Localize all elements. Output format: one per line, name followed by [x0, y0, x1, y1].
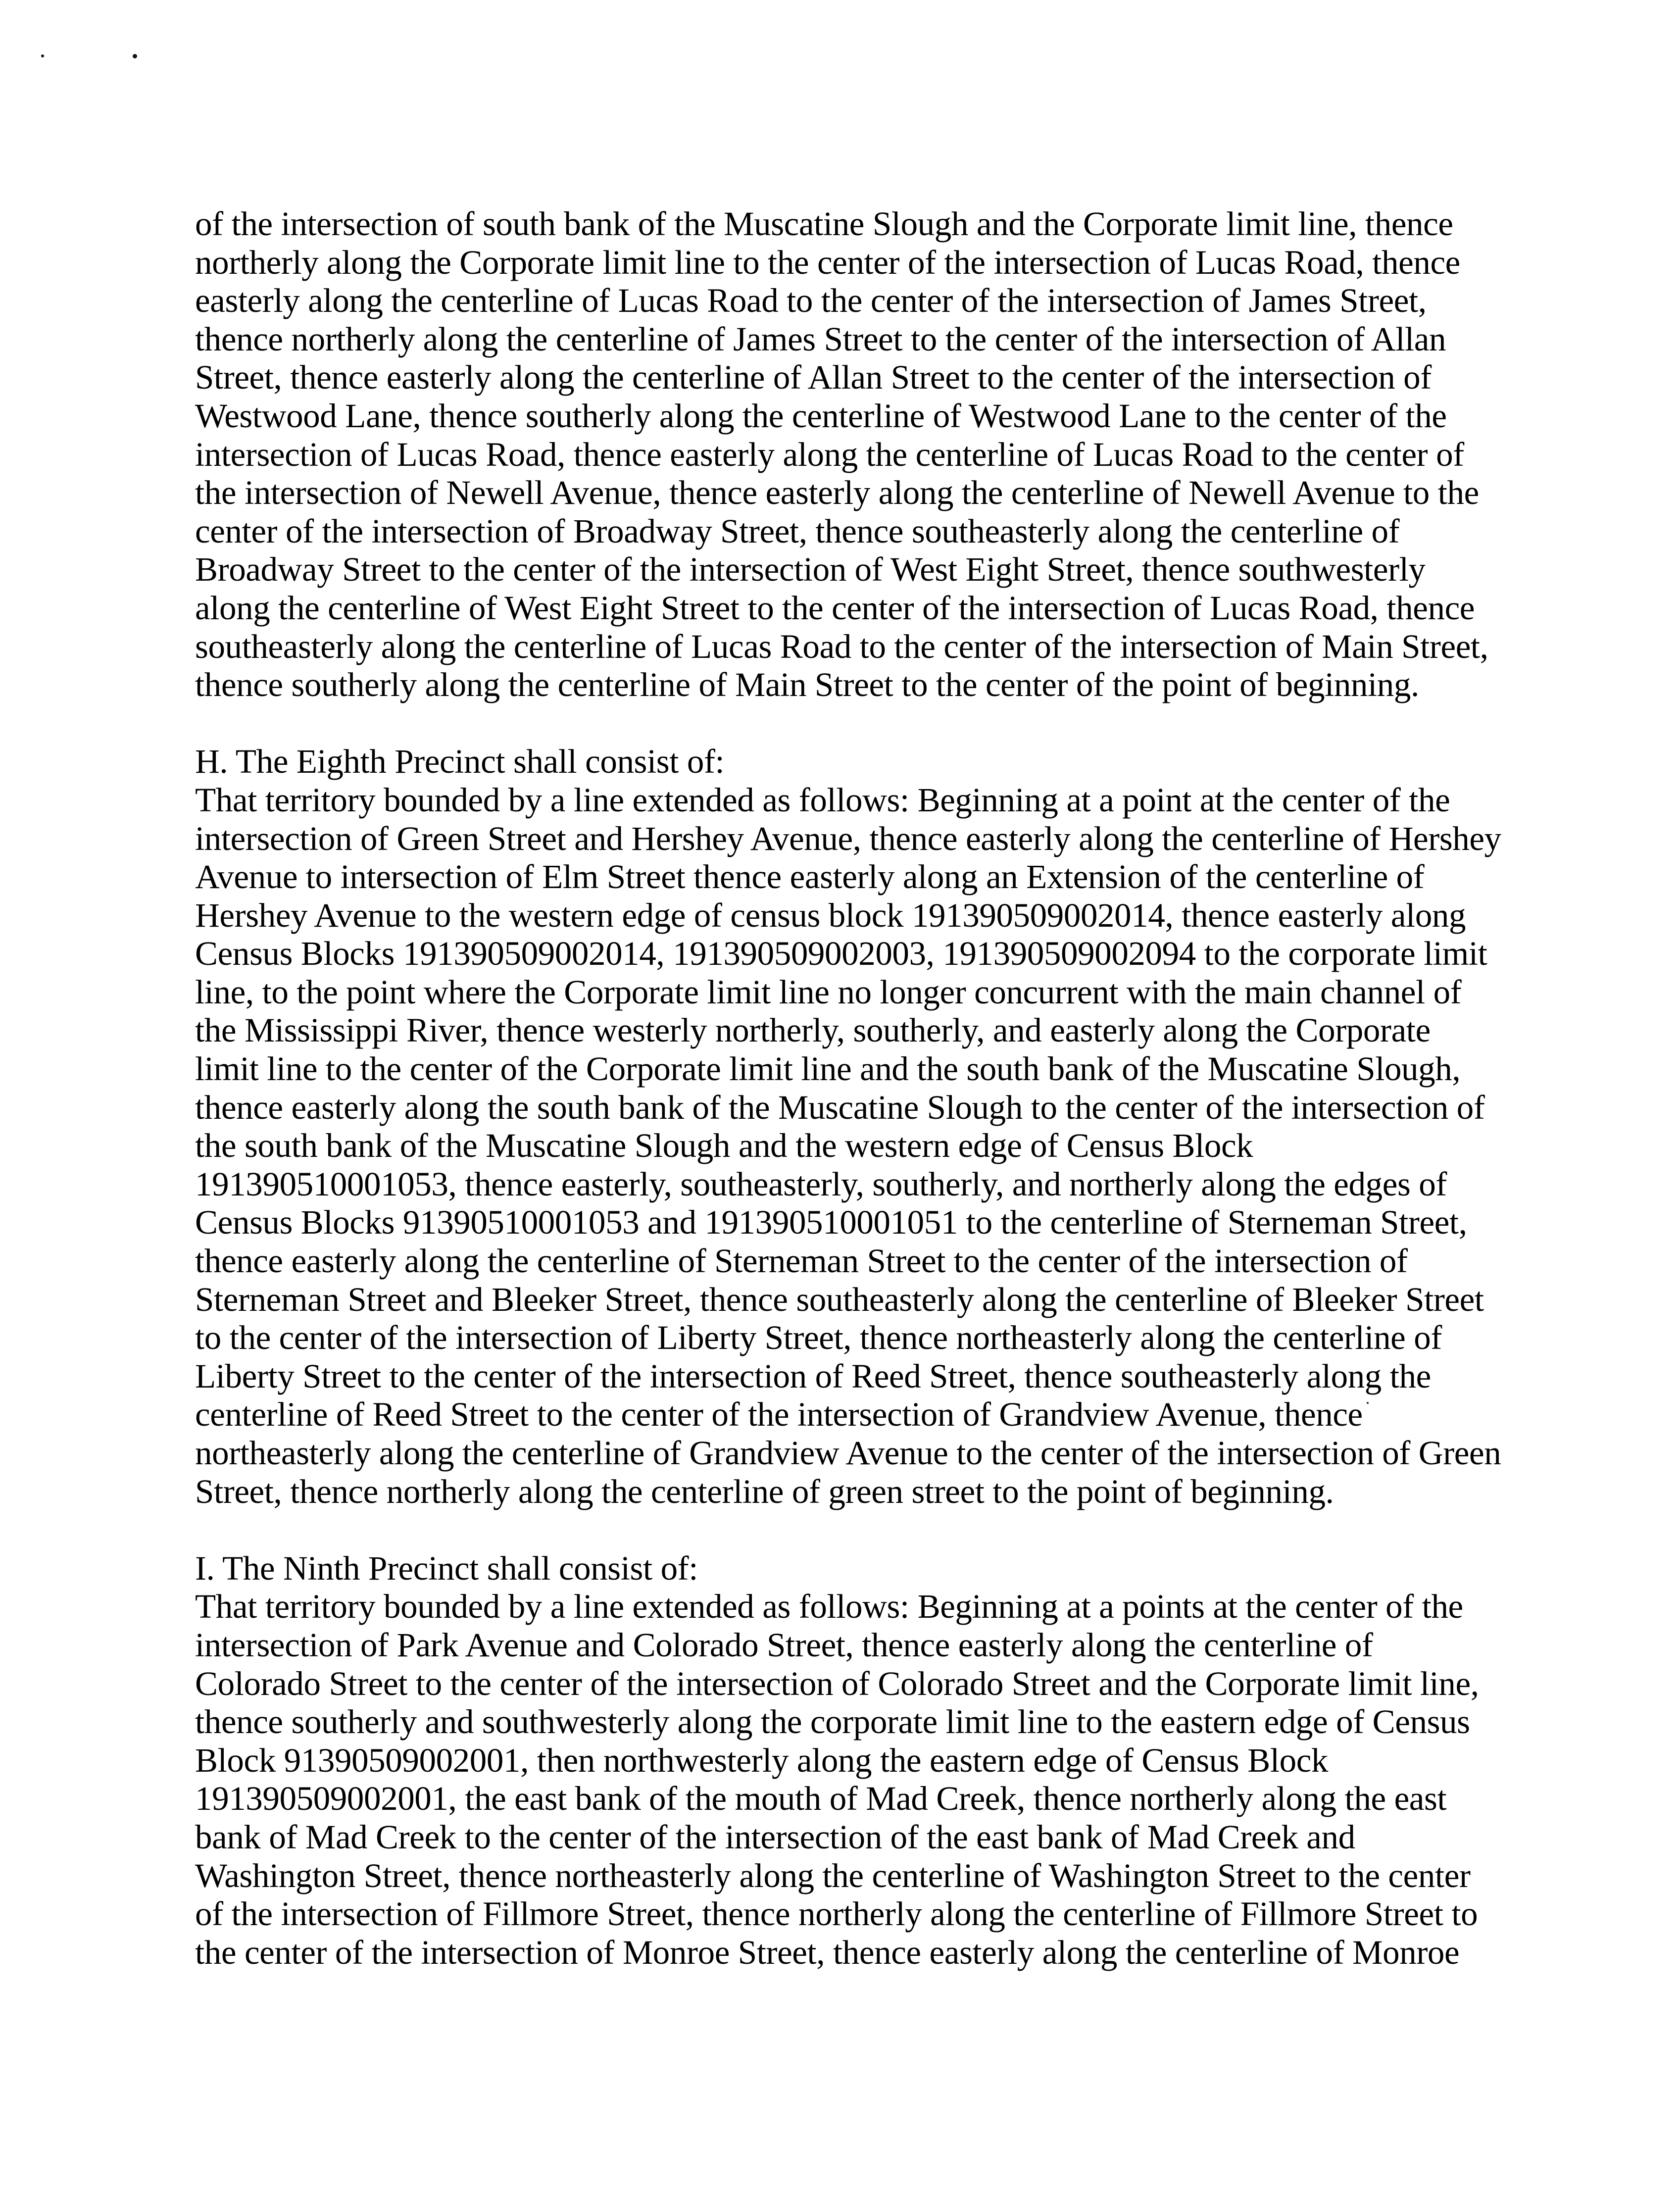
text-line: limit line to the center of the Corporate limit line and the south bank of the Muscatine Slough,: [195, 1050, 1461, 1088]
text-line: Avenue to intersection of Elm Street thence easterly along an Extension of the centerline of: [195, 858, 1425, 896]
text-line: bank of Mad Creek to the center of the intersection of the east bank of Mad Creek and: [195, 1818, 1355, 1856]
text-line: Street, thence easterly along the centerline of Allan Street to the center of the intersection of: [195, 358, 1432, 397]
continued-paragraph: [195, 205, 1561, 704]
section-heading: H. The Eighth Precinct shall consist of:: [195, 743, 725, 781]
text-line: the center of the intersection of Monroe Street, thence easterly along the centerline of Monroe: [195, 1933, 1460, 1971]
text-line: Street, thence northerly along the centerline of green street to the point of beginning.: [195, 1472, 1334, 1510]
text-line: thence southerly along the centerline of Main Street to the center of the point of beginning.: [195, 666, 1419, 704]
text-line: thence easterly along the centerline of Sterneman Street to the center of the intersection of: [195, 1242, 1408, 1280]
text-line: along the centerline of West Eight Street to the center of the intersection of Lucas Road, thence: [195, 589, 1475, 627]
text-line: the intersection of Newell Avenue, thence easterly along the centerline of Newell Avenue to the: [195, 474, 1479, 512]
text-line: center of the intersection of Broadway Street, thence southeasterly along the centerline of: [195, 512, 1400, 550]
text-line: thence southerly and southwesterly along the corporate limit line to the eastern edge of Census: [195, 1703, 1470, 1741]
text-line: to the center of the intersection of Liberty Street, thence northeasterly along the centerline of: [195, 1319, 1442, 1357]
text-line: Broadway Street to the center of the intersection of West Eight Street, thence southwesterly: [195, 550, 1426, 589]
text-line: intersection of Park Avenue and Colorado Street, thence easterly along the centerline of: [195, 1626, 1373, 1664]
section-heading: I. The Ninth Precinct shall consist of:: [195, 1549, 698, 1587]
text-line: Westwood Lane, thence southerly along the centerline of Westwood Lane to the center of the: [195, 397, 1447, 435]
text-line: northeasterly along the centerline of Grandview Avenue to the center of the intersection of Green: [195, 1434, 1501, 1472]
text-line: intersection of Lucas Road, thence easterly along the centerline of Lucas Road to the center of: [195, 435, 1464, 473]
paragraph-gap: [195, 1511, 1561, 1549]
text-line: the south bank of the Muscatine Slough and the western edge of Census Block: [195, 1127, 1253, 1165]
text-line: easterly along the centerline of Lucas Road to the center of the intersection of James Street,: [195, 282, 1427, 320]
text-line: That territory bounded by a line extended as follows: Beginning at a point at the center of the: [195, 781, 1450, 819]
text-line: Sterneman Street and Bleeker Street, thence southeasterly along the centerline of Bleeker Street: [195, 1280, 1484, 1318]
text-line: of the intersection of south bank of the Muscatine Slough and the Corporate limit line, thence: [195, 205, 1453, 243]
paragraph-gap: [195, 704, 1561, 743]
text-line: That territory bounded by a line extended as follows: Beginning at a points at the center of the: [195, 1588, 1463, 1626]
text-line: Census Blocks 191390509002014, 191390509002003, 191390509002094 to the corporate limit: [195, 935, 1487, 973]
text-line: 191390510001053, thence easterly, southeasterly, southerly, and northerly along the edges of: [195, 1165, 1447, 1203]
text-line: line, to the point where the Corporate limit line no longer concurrent with the main channel of: [195, 973, 1462, 1011]
text-line: the Mississippi River, thence westerly northerly, southerly, and easterly along the Corporate: [195, 1011, 1431, 1049]
text-line: Colorado Street to the center of the intersection of Colorado Street and the Corporate limit line,: [195, 1664, 1479, 1702]
text-line: Census Blocks 91390510001053 and 191390510001051 to the centerline of Sterneman Street,: [195, 1203, 1467, 1242]
text-line: 191390509002001, the east bank of the mouth of Mad Creek, thence northerly along the east: [195, 1780, 1447, 1818]
text-line: thence easterly along the south bank of the Muscatine Slough to the center of the intersection of: [195, 1088, 1485, 1126]
text-line: thence northerly along the centerline of James Street to the center of the intersection of Allan: [195, 320, 1446, 358]
scan-speck-left: [41, 54, 44, 57]
text-line: Hershey Avenue to the western edge of census block 191390509002014, thence easterly along: [195, 896, 1466, 934]
text-line-content: centerline of Reed Street to the center of the intersection of Grandview Avenue, thence: [195, 1395, 1363, 1434]
stray-mark: [1367, 1402, 1369, 1404]
section-ninth-precinct: [195, 1549, 1561, 1972]
scan-speck-right: [133, 54, 137, 58]
text-line: of the intersection of Fillmore Street, thence northerly along the centerline of Fillmore Street to: [195, 1895, 1478, 1933]
text-line: Liberty Street to the center of the intersection of Reed Street, thence southeasterly along the: [195, 1357, 1431, 1395]
text-line: northerly along the Corporate limit line to the center of the intersection of Lucas Road, thence: [195, 243, 1460, 281]
text-line: southeasterly along the centerline of Lucas Road to the center of the intersection of Main Street,: [195, 627, 1488, 665]
document-body: [195, 205, 1561, 1972]
text-line: Washington Street, thence northeasterly along the centerline of Washington Street to the center: [195, 1856, 1471, 1894]
text-line: Block 91390509002001, then northwesterly along the eastern edge of Census Block: [195, 1741, 1329, 1779]
text-line: intersection of Green Street and Hershey Avenue, thence easterly along the centerline of Hershey: [195, 819, 1501, 857]
text-line-with-stray-mark: [195, 1395, 1561, 1434]
section-eighth-precinct: [195, 743, 1561, 1511]
